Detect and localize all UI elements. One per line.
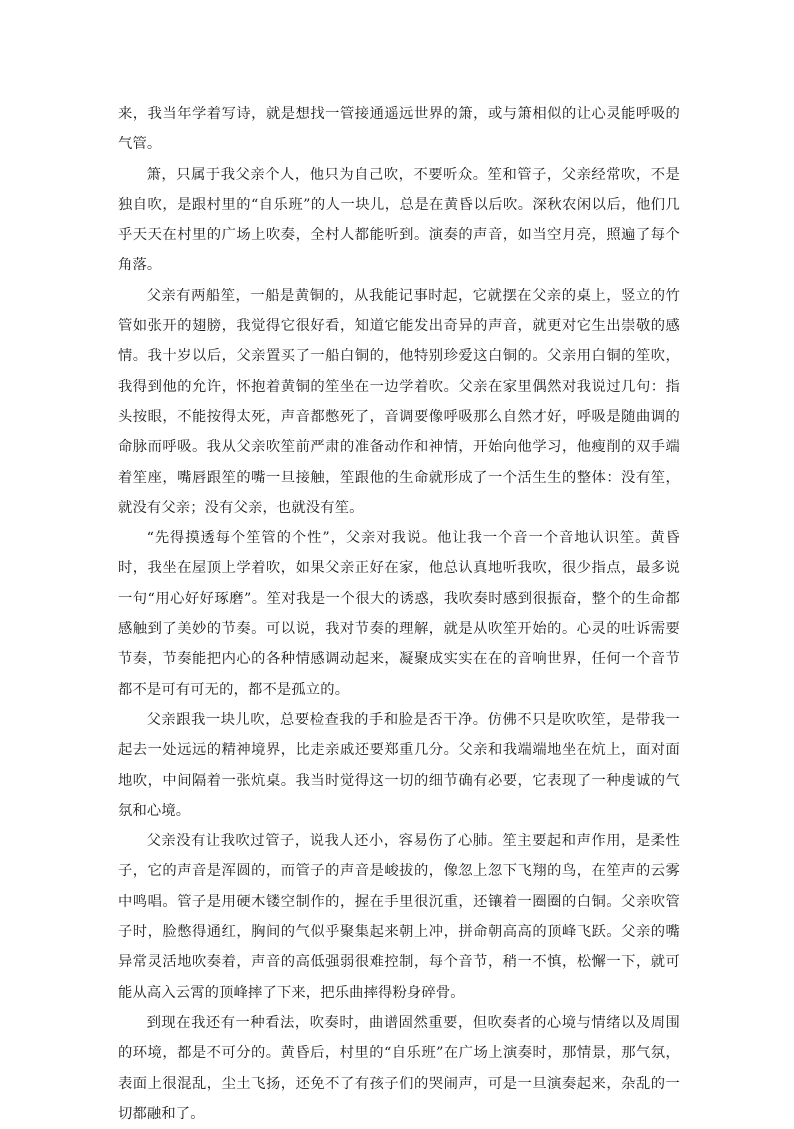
document-page (118, 99, 680, 1129)
paragraph-4: “先得摸透每个笙管的个性”，父亲对我说。他让我一个音一个音地认识笙。黄昏时，我坐在屋顶上学着吹，如果父亲正好在家，他总认真地听我吹，很少指点，最多说一句“用心好好琢磨”。笙对我是一个很大的诱惑，我吹奏时感到很振奋，整个的生命都感触到了美妙的节奏。可以说，我对节奏的理解，就是从吹笙开始的。心灵的吐诉需要节奏，节奏能把内心的各种情感调动起来，凝聚成实实在在的音响世界，任何一个音节都不是可有可无的，都不是孤立的。 (118, 530, 680, 698)
paragraph-3: 父亲有两船笙，一船是黄铜的，从我能记事时起，它就摆在父亲的桌上，竖立的竹管如张开的翅膀，我觉得它很好看，知道它能发出奇异的声音，就更对它生出崇敬的感情。我十岁以后，父亲置买了一船白铜的，他特别珍爱这白铜的。父亲用白铜的笙吹，我得到他的允许，怀抱着黄铜的笙坐在一边学着吹。父亲在家里偶然对我说过几句：指头按眼，不能按得太死，声音都憋死了，音调要像呼吸那么自然才好，呼吸是随曲调的命脉而呼吸。我从父亲吹笙前严肃的准备动作和神情，开始向他学习，他瘦削的双手端着笙座，嘴唇跟笙的嘴一旦接触，笙跟他的生命就形成了一个活生生的整体：没有笙，就没有父亲；没有父亲，也就没有笙。 (118, 287, 680, 516)
paragraph-6: 父亲没有让我吹过管子，说我人还小，容易伤了心肺。笙主要起和声作用，是柔性子，它的声音是浑圆的，而管子的声音是峻拔的，像忽上忽下飞翔的鸟，在笙声的云雾中鸣唱。管子是用硬木镂空制作的，握在手里很沉重，还镶着一圈圈的白铜。父亲吹管子时，脸憋得通红，胸间的气似乎聚集起来朝上冲，拼命朝高高的顶峰飞跃。父亲的嘴异常灵活地吹奏着，声音的高低强弱很难控制，每个音节，稍一不慎，松懈一下，就可能从高入云霄的顶峰摔了下来，把乐曲摔得粉身碎骨。 (118, 833, 680, 1001)
paragraph-2: 箫，只属于我父亲个人，他只为自己吹，不要听众。笙和管子，父亲经常吹，不是独自吹，是跟村里的“自乐班”的人一块儿，总是在黄昏以后吹。深秋农闲以后，他们几乎天天在村里的广场上吹奏，全村人都能听到。演奏的声音，如当空月亮，照遍了每个角落。 (118, 166, 680, 274)
paragraph-1: 来，我当年学着写诗，就是想找一管接通遥远世界的箫，或与箫相似的让心灵能呼吸的气管。 (118, 106, 680, 153)
paragraph-5: 父亲跟我一块儿吹，总要检查我的手和脸是否干净。仿佛不只是吹吹笙，是带我一起去一处远远的精神境界，比走亲戚还要郑重几分。父亲和我端端地坐在炕上，面对面地吹，中间隔着一张炕桌。我当时觉得这一切的细节确有必要，它表现了一种虔诚的气氛和心境。 (118, 711, 680, 819)
paragraph-7: 到现在我还有一种看法，吹奏时，曲谱固然重要，但吹奏者的心境与情绪以及周围的环境，都是不可分的。黄昏后，村里的“自乐班”在广场上演奏时，那情景，那气氛，表面上很混乱，尘土飞扬，还免不了有孩子们的哭闹声，可是一旦演奏起来，杂乱的一切都融和了。 (118, 1014, 680, 1122)
